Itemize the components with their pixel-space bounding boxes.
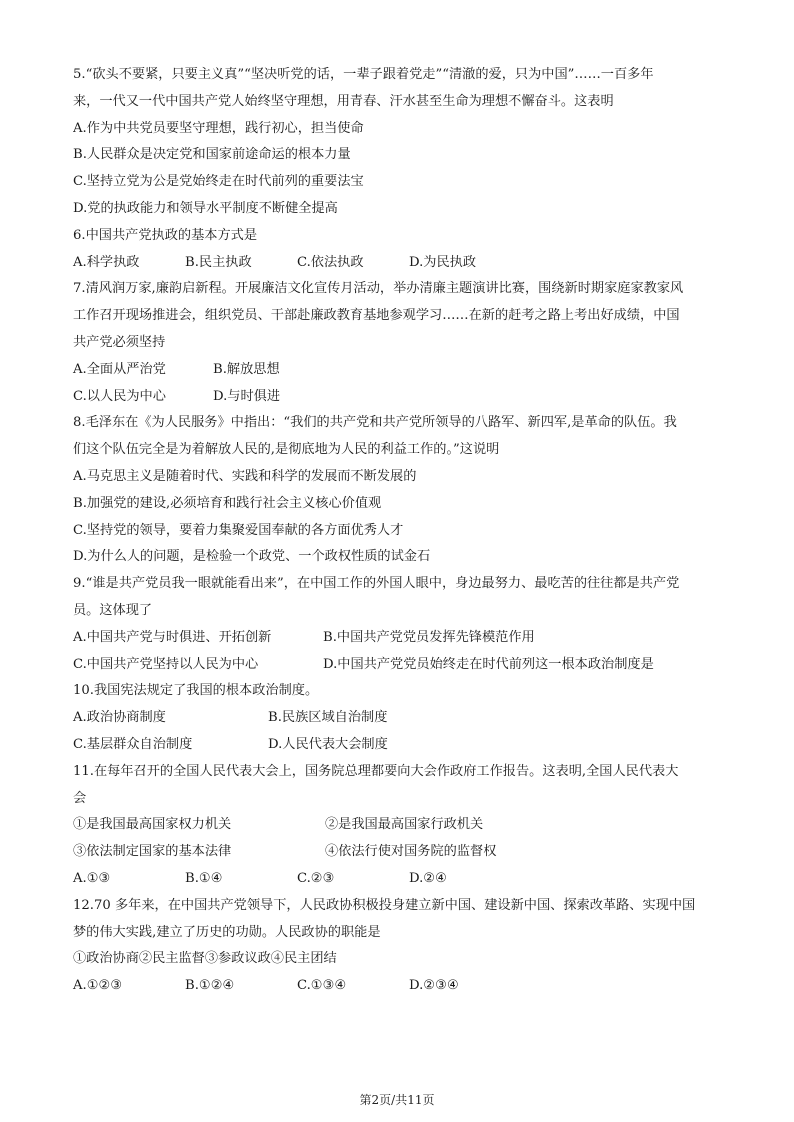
q8-option-a: A.马克思主义是随着时代、实践和科学的发展而不断发展的 (73, 468, 417, 484)
q12-option-d: D.②③④ (409, 978, 459, 994)
q7-option-c: C.以人民为中心 (73, 388, 166, 404)
q6-option-d: D.为民执政 (409, 254, 477, 270)
q12-statements: ①政治协商②民主监督③参政议政④民主团结 (73, 951, 337, 967)
q9-options-row2 (73, 652, 725, 679)
page-footer: 第2页/共11页 (359, 1093, 435, 1107)
q11-statement-2: ②是我国最高国家行政机关 (325, 817, 484, 833)
q11-statement-1: ①是我国最高国家权力机关 (73, 817, 232, 833)
q11-statements-row2 (73, 839, 725, 866)
q12-option-a: A.①②③ (73, 978, 123, 994)
q8-stem-line1: 8.毛泽东在《为人民服务》中指出：“我们的共产党和共产党所领导的八路军、新四军,是革命的队伍。我 (73, 415, 677, 431)
q11-statement-3: ③依法制定国家的基本法律 (73, 844, 232, 860)
q5-option-d: D.党的执政能力和领导水平制度不断健全提高 (73, 200, 338, 216)
q9-option-c: C.中国共产党坚持以人民为中心 (73, 656, 259, 672)
q6-option-a: A.科学执政 (73, 254, 140, 270)
q11-statements-row1 (73, 812, 725, 839)
q7-option-b: B.解放思想 (213, 361, 280, 377)
q8-stem-line2: 们这个队伍完全是为着解放人民的,是彻底地为人民的利益工作的。”这说明 (73, 442, 500, 458)
q9-stem-line2: 员。这体现了 (73, 602, 153, 618)
q7-stem-line2: 工作召开现场推进会，组织党员、干部赴廉政教育基地参观学习……在新的赶考之路上考出好成绩，中国 (73, 308, 680, 324)
q6-options (73, 250, 725, 277)
q7-stem-line3: 共产党必须坚持 (73, 334, 166, 350)
q5-option-c: C.坚持立党为公是党始终走在时代前列的重要法宝 (73, 174, 364, 190)
q6-option-c: C.依法执政 (297, 254, 364, 270)
q9-options-row1 (73, 625, 725, 652)
q7-option-d: D.与时俱进 (213, 388, 281, 404)
q10-options-row2 (73, 732, 725, 759)
q11-option-a: A.①③ (73, 870, 111, 886)
exam-content (73, 62, 725, 1000)
q11-option-b: B.①④ (185, 870, 223, 886)
q6-stem: 6.中国共产党执政的基本方式是 (73, 227, 258, 243)
q5-stem-line2: 来，一代又一代中国共产党人始终坚守理想，用青春、汗水甚至生命为理想不懈奋斗。这表明 (73, 93, 614, 109)
q10-stem: 10.我国宪法规定了我国的根本政治制度。 (73, 683, 319, 699)
q10-options-row1 (73, 705, 725, 732)
q8-option-b: B.加强党的建设,必须培育和践行社会主义核心价值观 (73, 495, 382, 511)
q5-option-a: A.作为中共党员要坚守理想，践行初心，担当使命 (73, 120, 364, 136)
q7-option-a: A.全面从严治党 (73, 361, 166, 377)
q11-options (73, 866, 725, 893)
q6-option-b: B.民主执政 (185, 254, 252, 270)
q10-option-a: A.政治协商制度 (73, 710, 166, 726)
q12-option-c: C.①③④ (297, 978, 347, 994)
q9-option-b: B.中国共产党党员发挥先锋模范作用 (323, 629, 535, 645)
q10-option-c: C.基层群众自治制度 (73, 736, 193, 752)
q8-option-c: C.坚持党的领导，要着力集聚爱国奉献的各方面优秀人才 (73, 522, 404, 538)
q12-option-b: B.①②④ (185, 978, 235, 994)
q9-stem-line1: 9.“谁是共产党员我一眼就能看出来”，在中国工作的外国人眼中，身边最努力、最吃苦的往往都是共产党 (73, 576, 680, 592)
q10-option-d: D.人民代表大会制度 (268, 736, 388, 752)
q12-options (73, 973, 725, 1000)
q5-stem-line1: 5.“砍头不要紧，只要主义真”“坚决听党的话，一辈子跟着党走”“清澈的爱，只为中国”……一百多年 (73, 67, 654, 82)
q11-option-d: D.②④ (409, 870, 447, 886)
q11-option-c: C.②③ (297, 870, 335, 886)
q7-options-row2 (73, 384, 725, 411)
q7-stem-line1: 7.清风润万家,廉韵启新程。开展廉洁文化宣传月活动，举办清廉主题演讲比赛，围绕新时期家庭家教家风 (73, 281, 684, 297)
q11-stem-line1: 11.在每年召开的全国人民代表大会上，国务院总理都要向大会作政府工作报告。这表明,全国人民代表大 (73, 763, 679, 779)
q11-statement-4: ④依法行使对国务院的监督权 (325, 844, 497, 860)
q11-stem-line2: 会 (73, 790, 87, 806)
q8-option-d: D.为什么人的问题，是检验一个政党、一个政权性质的试金石 (73, 549, 431, 565)
q12-stem-line2: 梦的伟大实践,建立了历史的功勋。人民政协的职能是 (73, 924, 381, 940)
q9-option-a: A.中国共产党与时俱进、开拓创新 (73, 629, 272, 645)
q12-stem-line1: 12.70 多年来，在中国共产党领导下，人民政协积极投身建立新中国、建设新中国、探索改革路、实现中国 (73, 897, 696, 913)
q9-option-d: D.中国共产党党员始终走在时代前列这一根本政治制度是 (323, 656, 654, 672)
q10-option-b: B.民族区域自治制度 (268, 710, 388, 726)
q7-options-row1 (73, 357, 725, 384)
q5-option-b: B.人民群众是决定党和国家前途命运的根本力量 (73, 147, 351, 163)
